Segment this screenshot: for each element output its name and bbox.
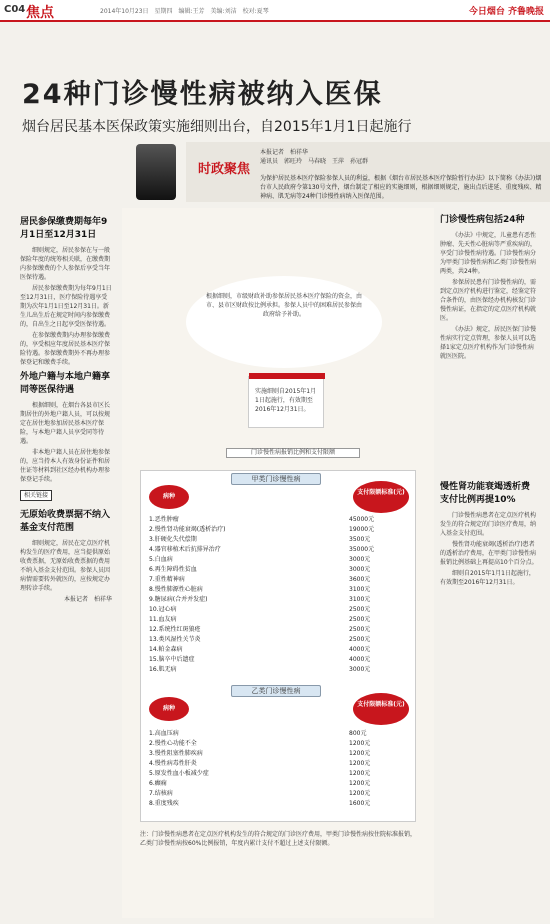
- calendar-graphic: [248, 376, 324, 428]
- payment-limit: 2500元: [349, 626, 371, 633]
- byline: 本报记者 柏祥华: [63, 596, 112, 603]
- table-row: [149, 635, 409, 645]
- table-footnote: 注：门诊慢性病患者在定点医疗机构发生的符合规定的门诊医疗费用，甲类门诊慢性病按住院标准报销，乙类门诊慢性病按60%比例报销，年度内累计支付不超过上述支付限额。: [140, 831, 417, 847]
- right-column: [440, 210, 538, 910]
- calendar-text: 实施细则自2015年1月1日起施行，有效期至2016年12月31日。: [255, 388, 317, 413]
- payment-limit: 1200元: [349, 760, 371, 767]
- page-number: C04: [4, 4, 26, 15]
- reporter-line: 通讯员 郭旺玲 马春晓 王萍 孙冠群: [260, 158, 369, 165]
- payment-limit: 3100元: [349, 596, 371, 603]
- table-row: [149, 769, 409, 779]
- disease-name: 5.原发性血小板减少症: [149, 770, 209, 777]
- disease-name: 10.冠心病: [149, 606, 177, 613]
- paragraph: 非本地户籍人员在居住地参保的，应当持本人有效身份证件和居住证等材料到社区经办机构办理参保登记手续。: [20, 449, 111, 483]
- paragraph: 细则规定，居民参保在与一般保险年度的统筹相关联，在缴费期内参保缴费的个人参保后享受当年医保待遇。: [20, 247, 111, 281]
- section-heading: 外地户籍与本地户籍享同等医保待遇: [20, 372, 111, 395]
- payment-limit: 800元: [349, 730, 367, 737]
- table-row: [149, 595, 409, 605]
- disease-name: 11.血友病: [149, 616, 177, 623]
- disease-name: 13.类风湿性关节炎: [149, 636, 201, 643]
- payment-limit: 1200元: [349, 770, 371, 777]
- table-row: [149, 525, 409, 535]
- table-row: [149, 789, 409, 799]
- disease-name: 7.重性精神病: [149, 576, 185, 583]
- header-disease: 病种: [149, 485, 189, 509]
- disease-name: 15.脑卒中后遗症: [149, 656, 195, 663]
- disease-name: 4.器官移植术后抗排异治疗: [149, 546, 221, 553]
- payment-limit: 2500元: [349, 636, 371, 643]
- payment-limit: 3100元: [349, 586, 371, 593]
- paragraph: 《办法》中规定，儿童患有恶性肿瘤、先天性心脏病等严重疾病的，享受门诊慢性病待遇。门诊慢性病分为甲类门诊慢性病和乙类门诊慢性病两类，共24种。: [440, 232, 537, 275]
- section-heading: 慢性肾功能衰竭透析费支付比例再提10%: [440, 482, 531, 505]
- payment-limit: 45000元: [349, 516, 375, 523]
- disease-name: 1.恶性肿瘤: [149, 516, 179, 523]
- table-row: [149, 515, 409, 525]
- payment-limit: 35000元: [349, 546, 375, 553]
- table-row: [149, 545, 409, 555]
- table-row: [149, 665, 409, 675]
- table-row: [149, 565, 409, 575]
- paragraph: 门诊慢性病患者在定点医疗机构发生的符合规定的门诊医疗费用，纳入基金支付范围。: [440, 512, 537, 537]
- header-limit: 支付限额标准(元): [353, 693, 409, 725]
- header-limit: 支付限额标准(元): [353, 481, 409, 513]
- table-row: [149, 749, 409, 759]
- paragraph: 细则自2015年1月1日起施行，有效期至2016年12月31日。: [440, 570, 535, 586]
- disease-name: 3.肝硬化失代偿期: [149, 536, 197, 543]
- payment-limit: 1600元: [349, 800, 371, 807]
- disease-name: 3.慢性阻塞性肺疾病: [149, 750, 203, 757]
- date-line: 2014年10月23日 星期四 编辑:王芳 美编:刘洁 校对:夏琴: [100, 8, 269, 15]
- disease-name: 2.慢性心功能不全: [149, 740, 197, 747]
- reporter-list: [260, 148, 368, 166]
- category-a-title: 甲类门诊慢性病: [231, 473, 321, 485]
- disease-name: 2.慢性肾功能衰竭(透析治疗): [149, 526, 226, 533]
- category-b-title: 乙类门诊慢性病: [231, 685, 321, 697]
- left-column: [20, 212, 112, 912]
- payment-limit: 3000元: [349, 666, 371, 673]
- column-label: 时政聚焦: [198, 162, 251, 177]
- calendar-top: [249, 373, 325, 379]
- disease-table: [140, 470, 416, 822]
- table-row: [149, 555, 409, 565]
- paragraph: 参保居民患有门诊慢性病的，需到定点医疗机构进行鉴定，经鉴定符合条件的，由医保经办机构核发门诊慢性病证，在指定的定点医疗机构就医。: [440, 279, 537, 322]
- table-row: [149, 739, 409, 749]
- table-row: [149, 625, 409, 635]
- disease-name: 6.癫痫: [149, 780, 167, 787]
- table-row: [149, 759, 409, 769]
- lead-paragraph: 为保护居民基本医疗保险参保人员的利益，根据《烟台市居民基本医疗保险暂行办法》以下简称《办法》)烟台市人民政府令第130号文件，烟台制定了相应的实施细则，根据细则规定，施出点后进延、重度残疾、精神病、肌无病等24种门诊慢性病纳入医保范围。: [260, 175, 542, 200]
- payment-limit: 1200元: [349, 750, 371, 757]
- table-row: [149, 585, 409, 595]
- related-link-label: 相关链接: [20, 490, 52, 501]
- paragraph: 慢性肾功能衰竭(透析治疗)患者的透析治疗费用，在甲类门诊慢性病报销比例基础上再提高10个百分点。: [440, 541, 538, 566]
- disease-name: 5.白血病: [149, 556, 173, 563]
- disease-name: 6.再生障碍性贫血: [149, 566, 197, 573]
- table-row: [149, 615, 409, 625]
- disease-name: 14.帕金森病: [149, 646, 183, 653]
- circle-note: 根据细则，市级财政补助参保居民基本医疗保险的资金，由市、县市区财政按比例承担。参保人员中的困难居民参保由政府给予补助。: [186, 276, 382, 368]
- table-row: [149, 799, 409, 809]
- payment-limit: 1200元: [349, 790, 371, 797]
- headline-title: 24种门诊慢性病被纳入医保: [22, 79, 383, 110]
- headline-subtitle: 烟台居民基本医保政策实施细则出台，自2015年1月1日起施行: [22, 119, 412, 135]
- paragraph: 在参保缴费期内办理参保缴费的，享受相应年度居民基本医疗保险待遇。参保缴费期外不再办理参保登记和缴费手续。: [20, 332, 111, 366]
- disease-name: 8.重度残疾: [149, 800, 179, 807]
- payment-limit: 3000元: [349, 566, 371, 573]
- disease-name: 12.系统性红斑狼疮: [149, 626, 201, 633]
- header-disease: 病种: [149, 697, 189, 721]
- reporter-line: 本报记者 柏祥华: [260, 149, 309, 156]
- paragraph: 细则规定，居民在定点医疗机构发生的医疗费用，应当提供原始收费票据，无原始收费票据的费用不纳入基金支付范围。参保人员因病情需要转外就医的，应按规定办理转诊手续。: [20, 540, 111, 592]
- disease-name: 9.糖尿病(合并并发症): [149, 596, 208, 603]
- section-heading: 无原始收费票据不纳入基金支付范围: [20, 510, 111, 533]
- disease-name: 7.结核病: [149, 790, 173, 797]
- payment-limit: 3000元: [349, 556, 371, 563]
- payment-limit: 3600元: [349, 576, 371, 583]
- paragraph: 根据细则，在烟台各县市区长期居住的外地户籍人员，可以按规定在居住地参加居民基本医疗保险，与本地户籍人员享受同等待遇。: [20, 402, 111, 445]
- brand-logo: 今日烟台 齐鲁晚报: [468, 7, 544, 17]
- reporter-photo: [136, 144, 176, 200]
- section-label: 焦点: [26, 5, 54, 21]
- paragraph: 居民参保缴费期为每年9月1日至12月31日，医疗保险待遇享受期为次年1月1日至12月31日。新生儿出生后在规定时间内参保缴费的，自出生之日起享受医保待遇。: [20, 285, 112, 328]
- payment-limit: 2500元: [349, 606, 371, 613]
- table-row: [149, 655, 409, 665]
- payment-limit: 1200元: [349, 780, 371, 787]
- payment-limit: 1200元: [349, 740, 371, 747]
- payment-limit: 4000元: [349, 656, 371, 663]
- table-caption: 门诊慢性病报销比例和支付限额: [226, 448, 360, 458]
- disease-name: 16.肌无病: [149, 666, 177, 673]
- payment-limit: 19000元: [349, 526, 375, 533]
- payment-limit: 2500元: [349, 616, 371, 623]
- table-row: [149, 535, 409, 545]
- table-row: [149, 645, 409, 655]
- disease-name: 1.高血压病: [149, 730, 179, 737]
- disease-name: 4.慢性病毒性肝炎: [149, 760, 197, 767]
- section-heading: 居民参保缴费期每年9月1日至12月31日: [20, 217, 108, 240]
- table-row: [149, 729, 409, 739]
- paragraph: 《办法》规定，居民医保门诊慢性病实行定点管理，参保人员可以选择1家定点医疗机构作为门诊慢性病就医医院。: [440, 326, 537, 360]
- payment-limit: 4000元: [349, 646, 371, 653]
- disease-name: 8.慢性肺源性心脏病: [149, 586, 203, 593]
- table-row: [149, 779, 409, 789]
- page-header: [0, 0, 550, 22]
- payment-limit: 3500元: [349, 536, 371, 543]
- section-heading: 门诊慢性病包括24种: [440, 215, 525, 225]
- table-row: [149, 575, 409, 585]
- table-row: [149, 605, 409, 615]
